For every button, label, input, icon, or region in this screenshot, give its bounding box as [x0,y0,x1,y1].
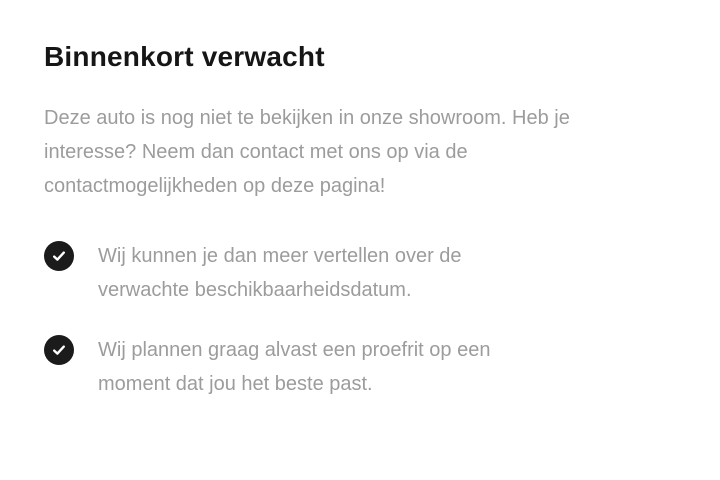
benefit-text: Wij plannen graag alvast een proefrit op een moment dat jou het beste past. [98,338,491,395]
section-description: Deze auto is nog niet te bekijken in onze showroom. Heb je interesse? Neem dan contact met ons op via de contactmogelijkheden op deze pagina! [44,106,570,197]
check-circle-icon [44,241,74,271]
list-item [44,239,676,307]
check-circle-icon [44,335,74,365]
list-item [44,333,676,401]
benefit-text: Wij kunnen je dan meer vertellen over de verwachte beschikbaarheidsdatum. [98,244,462,301]
page-title: Binnenkort verwacht [44,41,325,72]
benefit-list [44,239,676,401]
